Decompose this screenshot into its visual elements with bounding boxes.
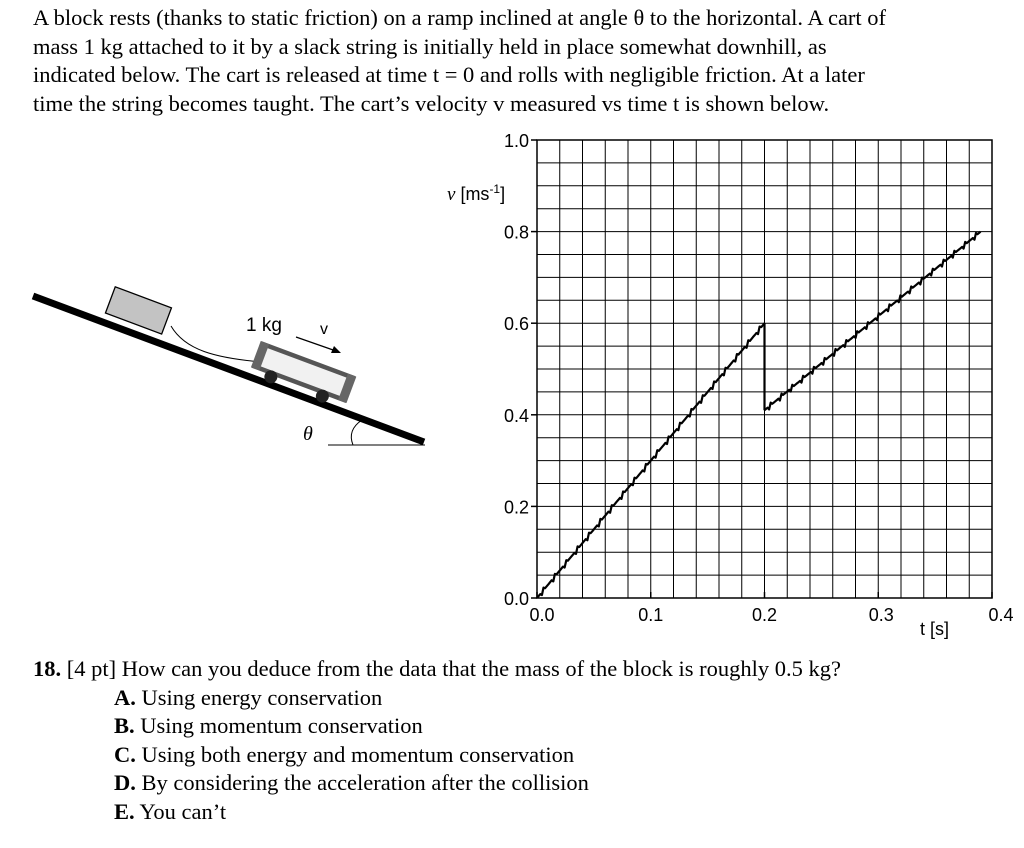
intro-line: A block rests (thanks to static friction) on a ramp inclined at angle θ to the horizontal. A cart of xyxy=(33,5,887,30)
x-tick-label: 0.2 xyxy=(751,605,778,625)
choice-letter: A. xyxy=(114,684,136,710)
choice-text: By considering the acceleration after the collision xyxy=(141,770,589,795)
choice-e[interactable] xyxy=(114,798,1013,827)
question-line xyxy=(33,655,1013,684)
velocity-arrow xyxy=(296,337,336,351)
intro-line: indicated below. The cart is released at time t = 0 and rolls with negligible friction. At a later xyxy=(33,62,865,88)
choice-letter: B. xyxy=(114,713,135,738)
y-tick-label: 0.8 xyxy=(503,222,529,243)
velocity-label: v xyxy=(320,321,328,338)
cart-mass-label: 1 kg xyxy=(246,315,282,336)
x-tick-label: 0.3 xyxy=(868,605,894,625)
y-tick-label: 0.6 xyxy=(503,314,529,335)
question xyxy=(33,655,1013,826)
ramp xyxy=(33,296,424,442)
choice-a[interactable] xyxy=(114,684,1013,713)
ramp-diagram xyxy=(33,287,425,445)
choice-letter: D. xyxy=(114,770,136,795)
x-tick-label: 0.1 xyxy=(638,605,664,625)
angle-label: θ xyxy=(303,423,313,445)
velocity-chart xyxy=(447,131,1014,639)
x-tick-label: 0.0 xyxy=(529,605,555,625)
y-tick-label: 0.2 xyxy=(503,497,529,518)
question-points: [4 pt] xyxy=(66,656,117,681)
y-axis-tick-labels xyxy=(504,131,529,609)
intro-line: mass 1 kg attached to it by a slack string is initially held in place somewhat downhill, as xyxy=(33,33,827,59)
x-axis-label: t [s] xyxy=(920,619,950,639)
cart xyxy=(248,341,356,411)
intro-line: time the string becomes taught. The cart’s velocity v measured vs time t is shown below. xyxy=(33,90,830,116)
choice-b[interactable] xyxy=(114,712,1013,741)
velocity-line-segment xyxy=(765,232,981,411)
choice-text: Using momentum conservation xyxy=(140,713,423,738)
angle-arc xyxy=(351,420,362,445)
choice-letter: E. xyxy=(114,798,135,824)
choice-d[interactable] xyxy=(114,769,1013,798)
y-axis-ticks xyxy=(531,140,537,598)
question-text: How can you deduce from the data that the mass of the block is roughly 0.5 kg? xyxy=(121,656,841,681)
x-tick-label: 0.4 xyxy=(988,605,1014,625)
y-axis-label: v $[ms^{-1}]$ xyxy=(447,182,506,205)
choice-text: Using both energy and momentum conservation xyxy=(141,741,575,767)
y-tick-label: 1.0 xyxy=(503,131,529,151)
velocity-arrowhead xyxy=(331,346,341,353)
y-tick-label: 0.0 xyxy=(503,589,529,609)
choice-c[interactable] xyxy=(114,741,1013,770)
question-number: 18. xyxy=(33,656,62,681)
y-tick-label: 0.4 xyxy=(503,405,529,426)
choice-text: You can’t xyxy=(139,798,227,824)
choice-text: Using energy conservation xyxy=(141,684,383,710)
choice-letter: C. xyxy=(114,741,136,767)
